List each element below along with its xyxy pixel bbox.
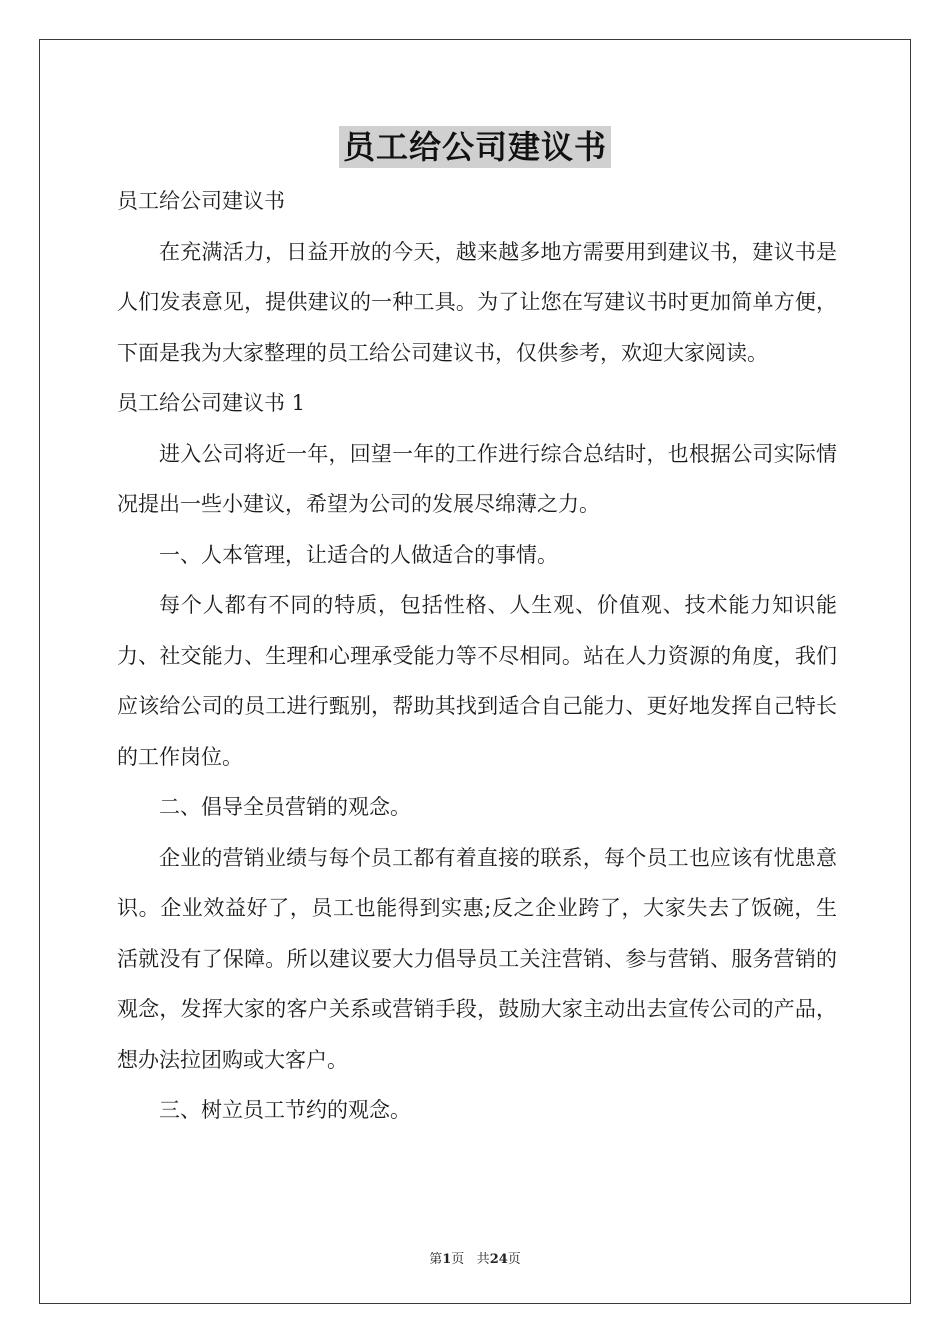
title-wrap: [0, 126, 950, 168]
paragraph: 三、树立员工节约的观念。: [159, 1098, 411, 1122]
paragraph: 每个人都有不同的特质，包括性格、人生观、价值观、技术能力知识能力、社交能力、生理和心理承受能力等不尽相同。站在人力资源的角度，我们应该给公司的员工进行甄别，帮助其找到适合自己能力、更好地发挥自己特长的工作岗位。: [117, 593, 837, 769]
paragraph: 二、倡导全员营销的观念。: [159, 795, 411, 819]
paragraph: 企业的营销业绩与每个员工都有着直接的联系，每个员工也应该有忧患意识。企业效益好了，员工也能得到实惠;反之企业跨了，大家失去了饭碗，生活就没有了保障。所以建议要大力倡导员工关注营销、参与营销、服务营销的观念，发挥大家的客户关系或营销手段，鼓励大家主动出去宣传公司的产品，想办法拉团购或大客户。: [117, 845, 837, 1072]
paragraph: 员工给公司建议书: [117, 189, 285, 213]
page-number: 1: [442, 1252, 452, 1267]
total-pages: 24: [489, 1252, 508, 1267]
paragraph: 在充满活力，日益开放的今天，越来越多地方需要用到建议书，建议书是人们发表意见，提供建议的一种工具。为了让您在写建议书时更加简单方便，下面是我为大家整理的员工给公司建议书，仅供参考，欢迎大家阅读。: [117, 239, 837, 365]
total-prefix: 共: [476, 1252, 490, 1267]
document-title: 员工给公司建议书: [339, 126, 611, 168]
paragraph: 进入公司将近一年，回望一年的工作进行综合总结时，也根据公司实际情况提出一些小建议，希望为公司的发展尽绵薄之力。: [117, 441, 837, 516]
page-footer: [0, 1248, 950, 1267]
document-body: [117, 176, 837, 1136]
paragraph: 员工给公司建议书 1: [117, 391, 306, 415]
page-suffix: 页: [451, 1252, 465, 1267]
paragraph: 一、人本管理，让适合的人做适合的事情。: [159, 542, 558, 567]
page-prefix: 第: [429, 1252, 443, 1267]
total-suffix: 页: [507, 1252, 521, 1267]
